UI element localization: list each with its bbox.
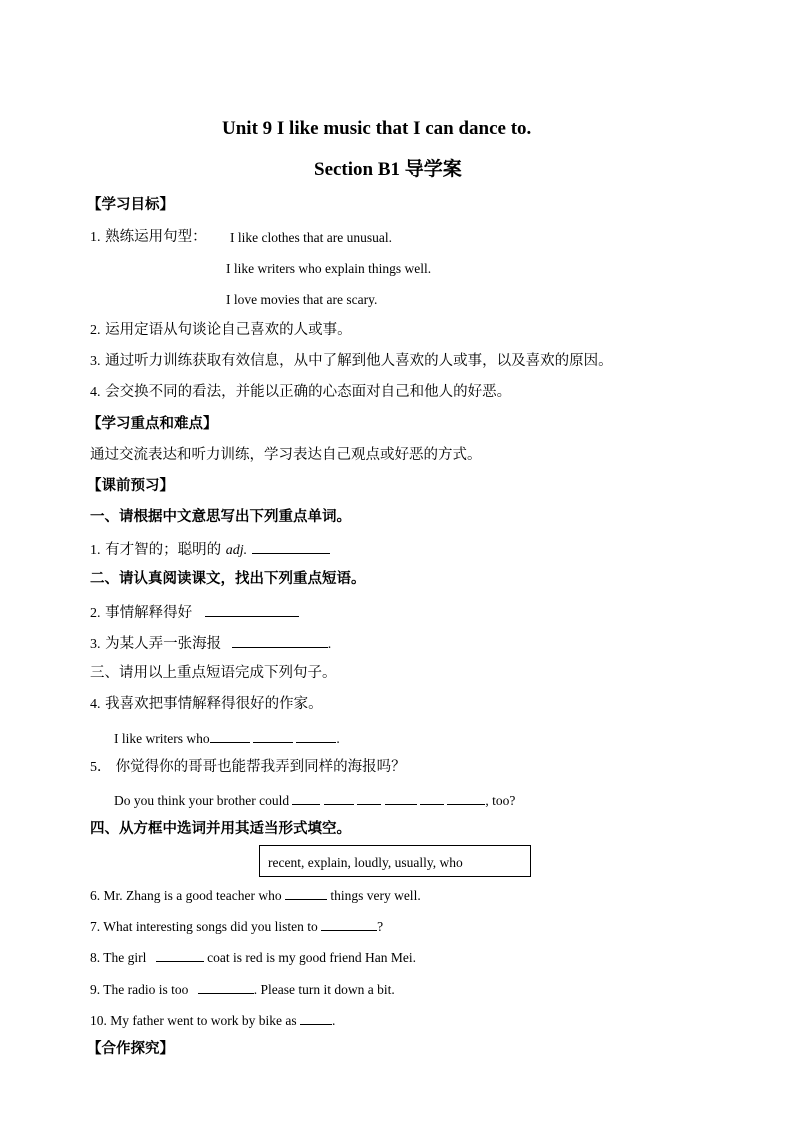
subtitle-guide: 导学案 xyxy=(404,158,462,180)
question-4-english-text: I like writers who xyxy=(114,731,210,746)
question-8-start: 8. The girl xyxy=(90,950,147,965)
question-4-blank-1[interactable] xyxy=(210,730,250,743)
part4-heading: 四、从方框中选词并用其适当形式填空。 xyxy=(90,821,351,837)
question-3-number: 3. xyxy=(90,637,101,652)
objective-1-sentence-3: I love movies that are scary. xyxy=(226,292,378,307)
objective-item-2 xyxy=(90,323,352,338)
question-10-end: . xyxy=(331,1013,336,1028)
question-5-blank-2[interactable] xyxy=(324,792,354,805)
question-5-english-start: Do you think your brother could xyxy=(114,793,290,808)
question-7-blank[interactable] xyxy=(321,918,377,931)
objective-1-text: 熟练运用句型： xyxy=(105,229,207,245)
objective-2-number: 2. xyxy=(90,323,101,338)
question-6-end: things very well. xyxy=(330,888,421,903)
question-7 xyxy=(90,918,383,934)
objective-1-sentence-2: I like writers who explain things well. xyxy=(226,261,432,276)
question-1-number: 1. xyxy=(90,543,101,558)
question-4-blank-3[interactable] xyxy=(296,730,336,743)
question-4-english: I like writers who . xyxy=(114,731,340,746)
question-1-pos: adj. xyxy=(225,543,248,558)
question-8-blank[interactable] xyxy=(156,949,204,962)
question-10-start: 10. My father went to work by bike as xyxy=(90,1013,297,1028)
question-8-end: coat is red is my good friend Han Mei. xyxy=(207,950,416,965)
question-1-text: 有才智的；聪明的 xyxy=(105,542,222,558)
objective-3-text: 通过听力训练获取有效信息，从中了解到他人喜欢的人或事，以及喜欢的原因。 xyxy=(105,353,613,369)
question-5-blank-3[interactable] xyxy=(357,792,381,805)
question-8 xyxy=(90,949,416,965)
question-5-blank-1[interactable] xyxy=(292,792,320,805)
question-6-blank[interactable] xyxy=(285,887,327,900)
question-2 xyxy=(90,604,299,621)
question-6 xyxy=(90,887,421,903)
question-5-number: 5． xyxy=(90,760,111,775)
question-3-text: 为某人弄一张海报 xyxy=(105,636,222,652)
question-9-blank[interactable] xyxy=(198,981,254,994)
part2-heading: 二、请认真阅读课文，找出下列重点短语。 xyxy=(90,571,366,587)
question-2-blank[interactable] xyxy=(205,604,299,617)
keypoints-text: 通过交流表达和听力训练，学习表达自己观点或好恶的方式。 xyxy=(90,447,482,463)
question-2-text: 事情解释得好 xyxy=(105,605,193,621)
question-5 xyxy=(90,760,406,775)
question-9-end: . Please turn it down a bit. xyxy=(253,982,395,997)
objective-item-3 xyxy=(90,354,613,369)
question-4-text: 我喜欢把事情解释得很好的作家。 xyxy=(105,696,323,712)
question-9 xyxy=(90,981,395,997)
subtitle-section: Section B1 xyxy=(314,159,405,180)
question-10 xyxy=(90,1012,335,1028)
word-box xyxy=(259,845,531,877)
question-5-text: 你觉得你的哥哥也能帮我弄到同样的海报吗？ xyxy=(115,759,406,775)
question-7-end: ? xyxy=(377,919,384,934)
page-subtitle xyxy=(314,160,462,179)
question-5-english-end: , too? xyxy=(485,793,516,808)
question-5-english xyxy=(114,792,515,808)
objective-2-text: 运用定语从句谈论自己喜欢的人或事。 xyxy=(105,322,352,338)
objective-item-4 xyxy=(90,385,511,400)
question-3-blank[interactable] xyxy=(232,635,328,648)
objective-4-number: 4. xyxy=(90,385,101,400)
question-6-start: 6. Mr. Zhang is a good teacher who xyxy=(90,888,282,903)
question-2-number: 2. xyxy=(90,606,101,621)
word-box-words: recent, explain, loudly, usually, who xyxy=(268,855,463,870)
cooperation-heading: 【合作探究】 xyxy=(87,1041,174,1057)
question-7-start: 7. What interesting songs did you listen to xyxy=(90,919,318,934)
objective-item-1 xyxy=(90,230,207,245)
question-4 xyxy=(90,697,323,712)
question-9-start: 9. The radio is too xyxy=(90,982,189,997)
question-4-blank-2[interactable] xyxy=(253,730,293,743)
page-title: Unit 9 I like music that I can dance to. xyxy=(222,118,532,139)
objective-1-sentence-1: I like clothes that are unusual. xyxy=(230,230,392,245)
preview-heading: 【课前预习】 xyxy=(87,478,174,494)
question-10-blank[interactable] xyxy=(300,1012,332,1025)
objective-4-text: 会交换不同的看法，并能以正确的心态面对自己和他人的好恶。 xyxy=(105,384,512,400)
question-3: 3. 为某人弄一张海报 . xyxy=(90,636,332,652)
question-5-blank-6[interactable] xyxy=(447,792,485,805)
question-1-blank[interactable] xyxy=(252,541,330,554)
question-4-number: 4. xyxy=(90,697,101,712)
objective-1-number: 1. xyxy=(90,230,101,245)
question-5-blank-5[interactable] xyxy=(420,792,444,805)
keypoints-heading: 【学习重点和难点】 xyxy=(87,416,218,432)
objectives-heading: 【学习目标】 xyxy=(87,197,174,213)
part3-heading: 三、请用以上重点短语完成下列句子。 xyxy=(90,665,337,681)
question-5-blank-4[interactable] xyxy=(385,792,417,805)
question-1 xyxy=(90,541,330,558)
part1-heading: 一、请根据中文意思写出下列重点单词。 xyxy=(90,509,351,525)
objective-3-number: 3. xyxy=(90,354,101,369)
